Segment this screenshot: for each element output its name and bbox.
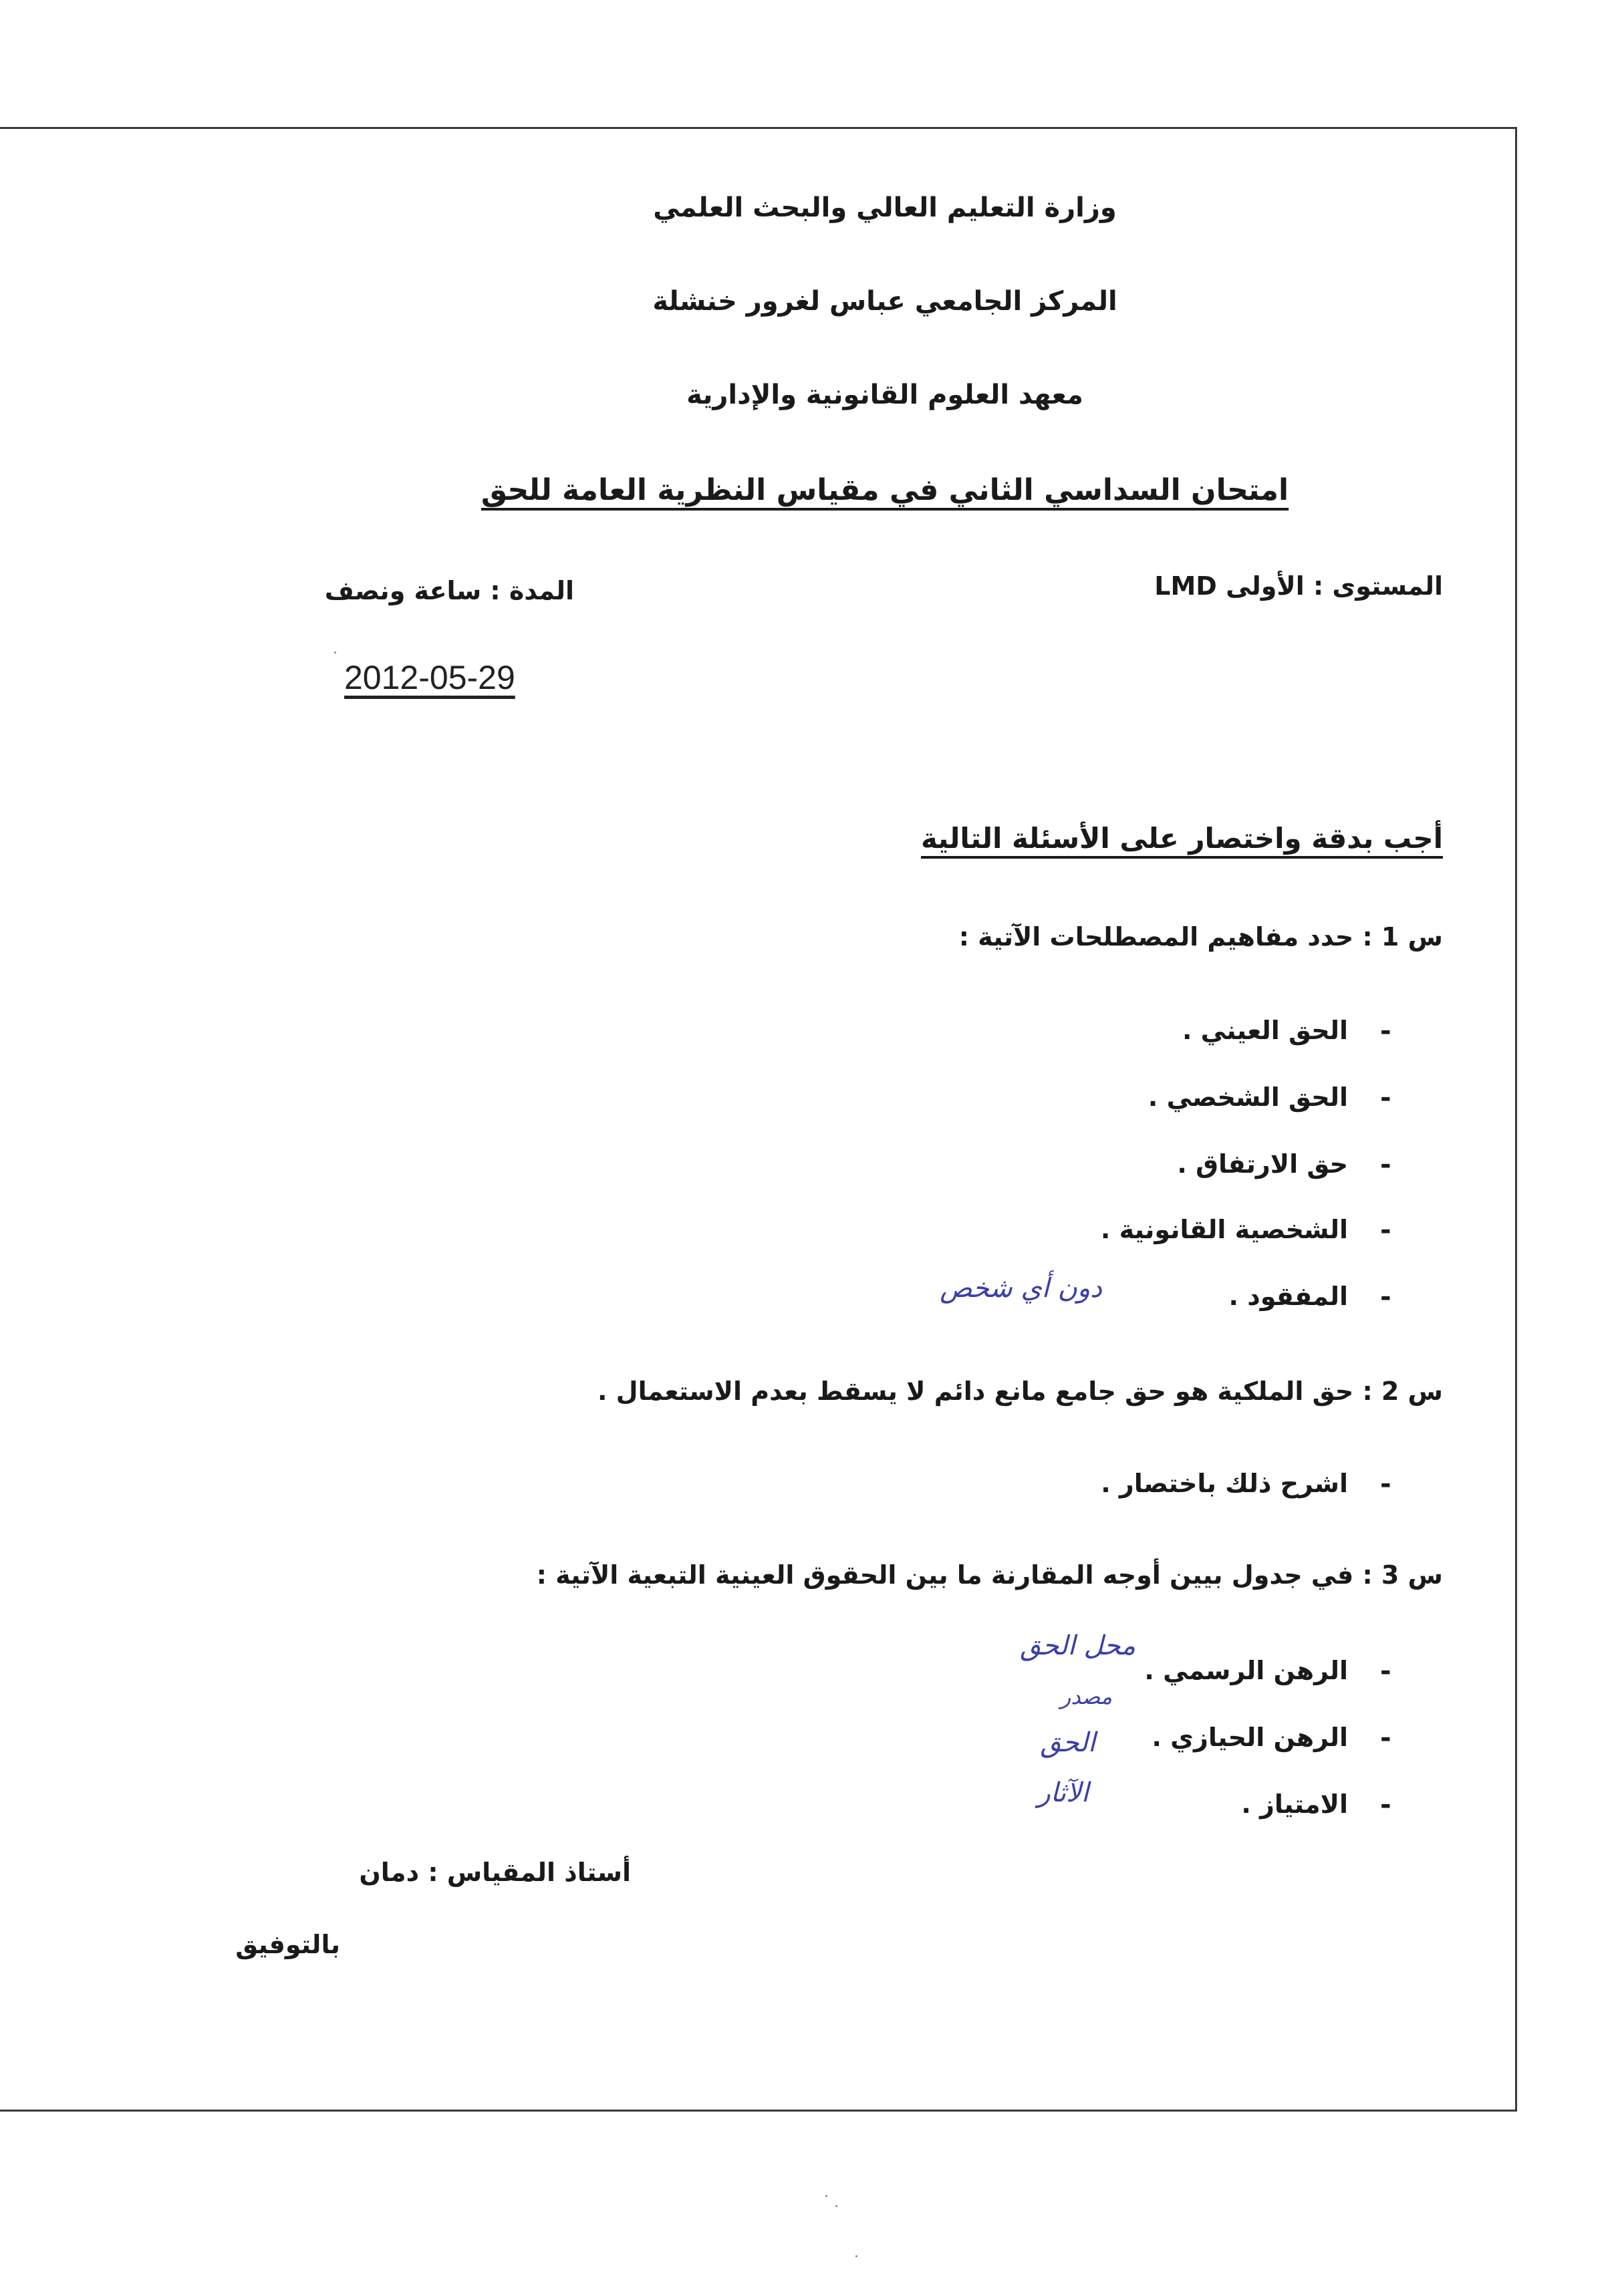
q1-item-missing-person: المفقود . bbox=[1228, 1282, 1348, 1311]
handwritten-note-effects: الآثار bbox=[1037, 1777, 1089, 1808]
exam-duration: المدة : ساعة ونصف bbox=[324, 576, 574, 605]
bullet-dash: - bbox=[1380, 1789, 1391, 1820]
handwritten-note-source: مصدر bbox=[1060, 1684, 1112, 1709]
handwritten-note-q1: دون أي شخص bbox=[940, 1273, 1102, 1304]
bullet-dash: - bbox=[1380, 1083, 1391, 1113]
question-2-prompt: س 2 : حق الملكية هو حق جامع مانع دائم لا يسقط بعدم الاستعمال . bbox=[597, 1377, 1443, 1406]
scan-speck bbox=[825, 2195, 827, 2197]
scan-speck bbox=[855, 2255, 857, 2257]
q3-item-possessory-mortgage: الرهن الحيازي . bbox=[1152, 1723, 1348, 1752]
exam-level: المستوى : الأولى LMD bbox=[1154, 571, 1443, 601]
handwritten-note-right: الحق bbox=[1040, 1727, 1095, 1758]
institute-name: معهد العلوم القانونية والإدارية bbox=[686, 380, 1083, 410]
exam-date: 2012-05-29 bbox=[344, 659, 515, 696]
exam-title: امتحان السداسي الثاني في مقياس النظرية العامة للحق bbox=[481, 473, 1289, 507]
bullet-dash: - bbox=[1380, 1656, 1391, 1687]
q3-item-privilege: الامتياز . bbox=[1241, 1789, 1348, 1819]
bottom-border-line bbox=[0, 2110, 1517, 2112]
bullet-dash: - bbox=[1380, 1215, 1391, 1246]
closing-wish: بالتوفيق bbox=[235, 1930, 340, 1959]
ministry-name: وزارة التعليم العالي والبحث العلمي bbox=[653, 192, 1117, 223]
bullet-dash: - bbox=[1380, 1282, 1391, 1312]
bullet-dash: - bbox=[1380, 1723, 1391, 1753]
q1-item-easement-right: حق الارتفاق . bbox=[1177, 1149, 1348, 1179]
instruction: أجب بدقة واختصار على الأسئلة التالية bbox=[920, 822, 1443, 855]
q3-item-official-mortgage: الرهن الرسمي . bbox=[1144, 1656, 1348, 1685]
q1-item-personal-right: الحق الشخصي . bbox=[1148, 1083, 1348, 1112]
bullet-dash: - bbox=[1380, 1469, 1391, 1499]
q1-item-real-right: الحق العيني . bbox=[1182, 1016, 1348, 1045]
handwritten-note-subject: محل الحق bbox=[1020, 1630, 1135, 1661]
university-center-name: المركز الجامعي عباس لغرور خنشلة bbox=[652, 286, 1117, 317]
bullet-dash: - bbox=[1380, 1016, 1391, 1046]
question-1-prompt: س 1 : حدد مفاهيم المصطلحات الآتية : bbox=[958, 922, 1443, 952]
q1-item-legal-personality: الشخصية القانونية . bbox=[1100, 1215, 1348, 1244]
q2-item-explain: اشرح ذلك باختصار . bbox=[1101, 1469, 1348, 1498]
professor-name: أستاذ المقياس : دمان bbox=[359, 1858, 631, 1887]
scan-speck bbox=[334, 652, 336, 654]
question-3-prompt: س 3 : في جدول بيين أوجه المقارنة ما بين الحقوق العينية التبعية الآتية : bbox=[536, 1560, 1443, 1590]
scan-speck bbox=[835, 2205, 837, 2207]
top-border-line bbox=[0, 127, 1517, 129]
bullet-dash: - bbox=[1380, 1149, 1391, 1180]
right-border-line bbox=[1515, 127, 1517, 2112]
